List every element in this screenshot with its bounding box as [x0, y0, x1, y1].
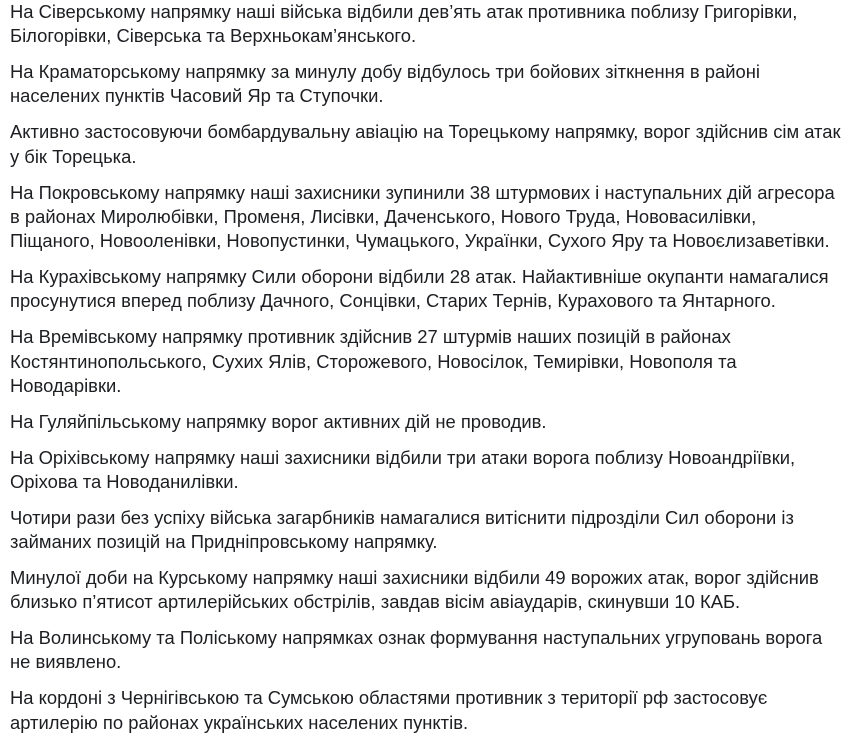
paragraph-siversk: На Сіверському напрямку наші війська відбили дев’ять атак противника поблизу Григорівки, Білогорівки, Сіверська та Верхньокам’янського. — [10, 1, 798, 47]
paragraph-toretsk: Активно застосовуючи бомбардувальну авіацію на Торецькому напрямку, ворог здійснив сім атак у бік Торецька. — [10, 121, 841, 167]
paragraph-chernihiv-sumy-border: На кордоні з Чернігівською та Сумською областями противник з території рф застосовує артилерію по районах українських населених пунктів. — [10, 687, 768, 733]
paragraph-pokrovsk: На Покровському напрямку наші захисники зупинили 38 штурмових і наступальних дій агресора в районах Миролюбівки, Променя, Лисівки, Даченського, Нового Труда, Нововасилівки, Піщаного, Новооленівки, Новопустинки, Чумацького, Українки, Сухого Яру та Новоєлизаветівки. — [10, 181, 835, 252]
paragraph-volyn-polissia: На Волинському та Поліському напрямках ознак формування наступальних угруповань ворога не виявлено. — [10, 627, 823, 673]
paragraph-kursk: Минулої доби на Курському напрямку наші захисники відбили 49 ворожих атак, ворог здійснив близько п’ятисот артилерійських обстрілів, завдав вісім авіаударів, скинувши 10 КАБ. — [10, 566, 819, 613]
paragraph-kramatorsk: На Краматорському напрямку за минулу добу відбулось три бойових зіткнення в районі населених пунктів Часовий Яр та Ступочки. — [10, 61, 760, 107]
paragraph-vremivka: На Времівському напрямку противник здійснив 27 штурмів наших позицій в районах Костянтинопольського, Сухих Ялів, Сторожевого, Новосілок, Темирівки, Новополя та Новодарівки. — [10, 326, 737, 396]
paragraph-kurakhove: На Курахівському напрямку Сили оборони відбили 28 атак. Найактивніше окупанти намагалися просунутися вперед поблизу Дачного, Сонцівки, Старих Тернів, Курахового та Янтарного. — [10, 266, 829, 312]
paragraph-huliaipole: На Гуляйпільському напрямку ворог активних дій не проводив. — [10, 410, 547, 432]
paragraph-orikhiv: На Оріхівському напрямку наші захисники відбили три атаки ворога поблизу Новоандріївки, Оріхова та Новоданилівки. — [10, 446, 796, 492]
paragraph-prydniprovske: Чотири рази без успіху війська загарбників намагалися витіснити підрозділи Сил оборони із займаних позицій на Придніпровському напрямку. — [10, 506, 794, 553]
